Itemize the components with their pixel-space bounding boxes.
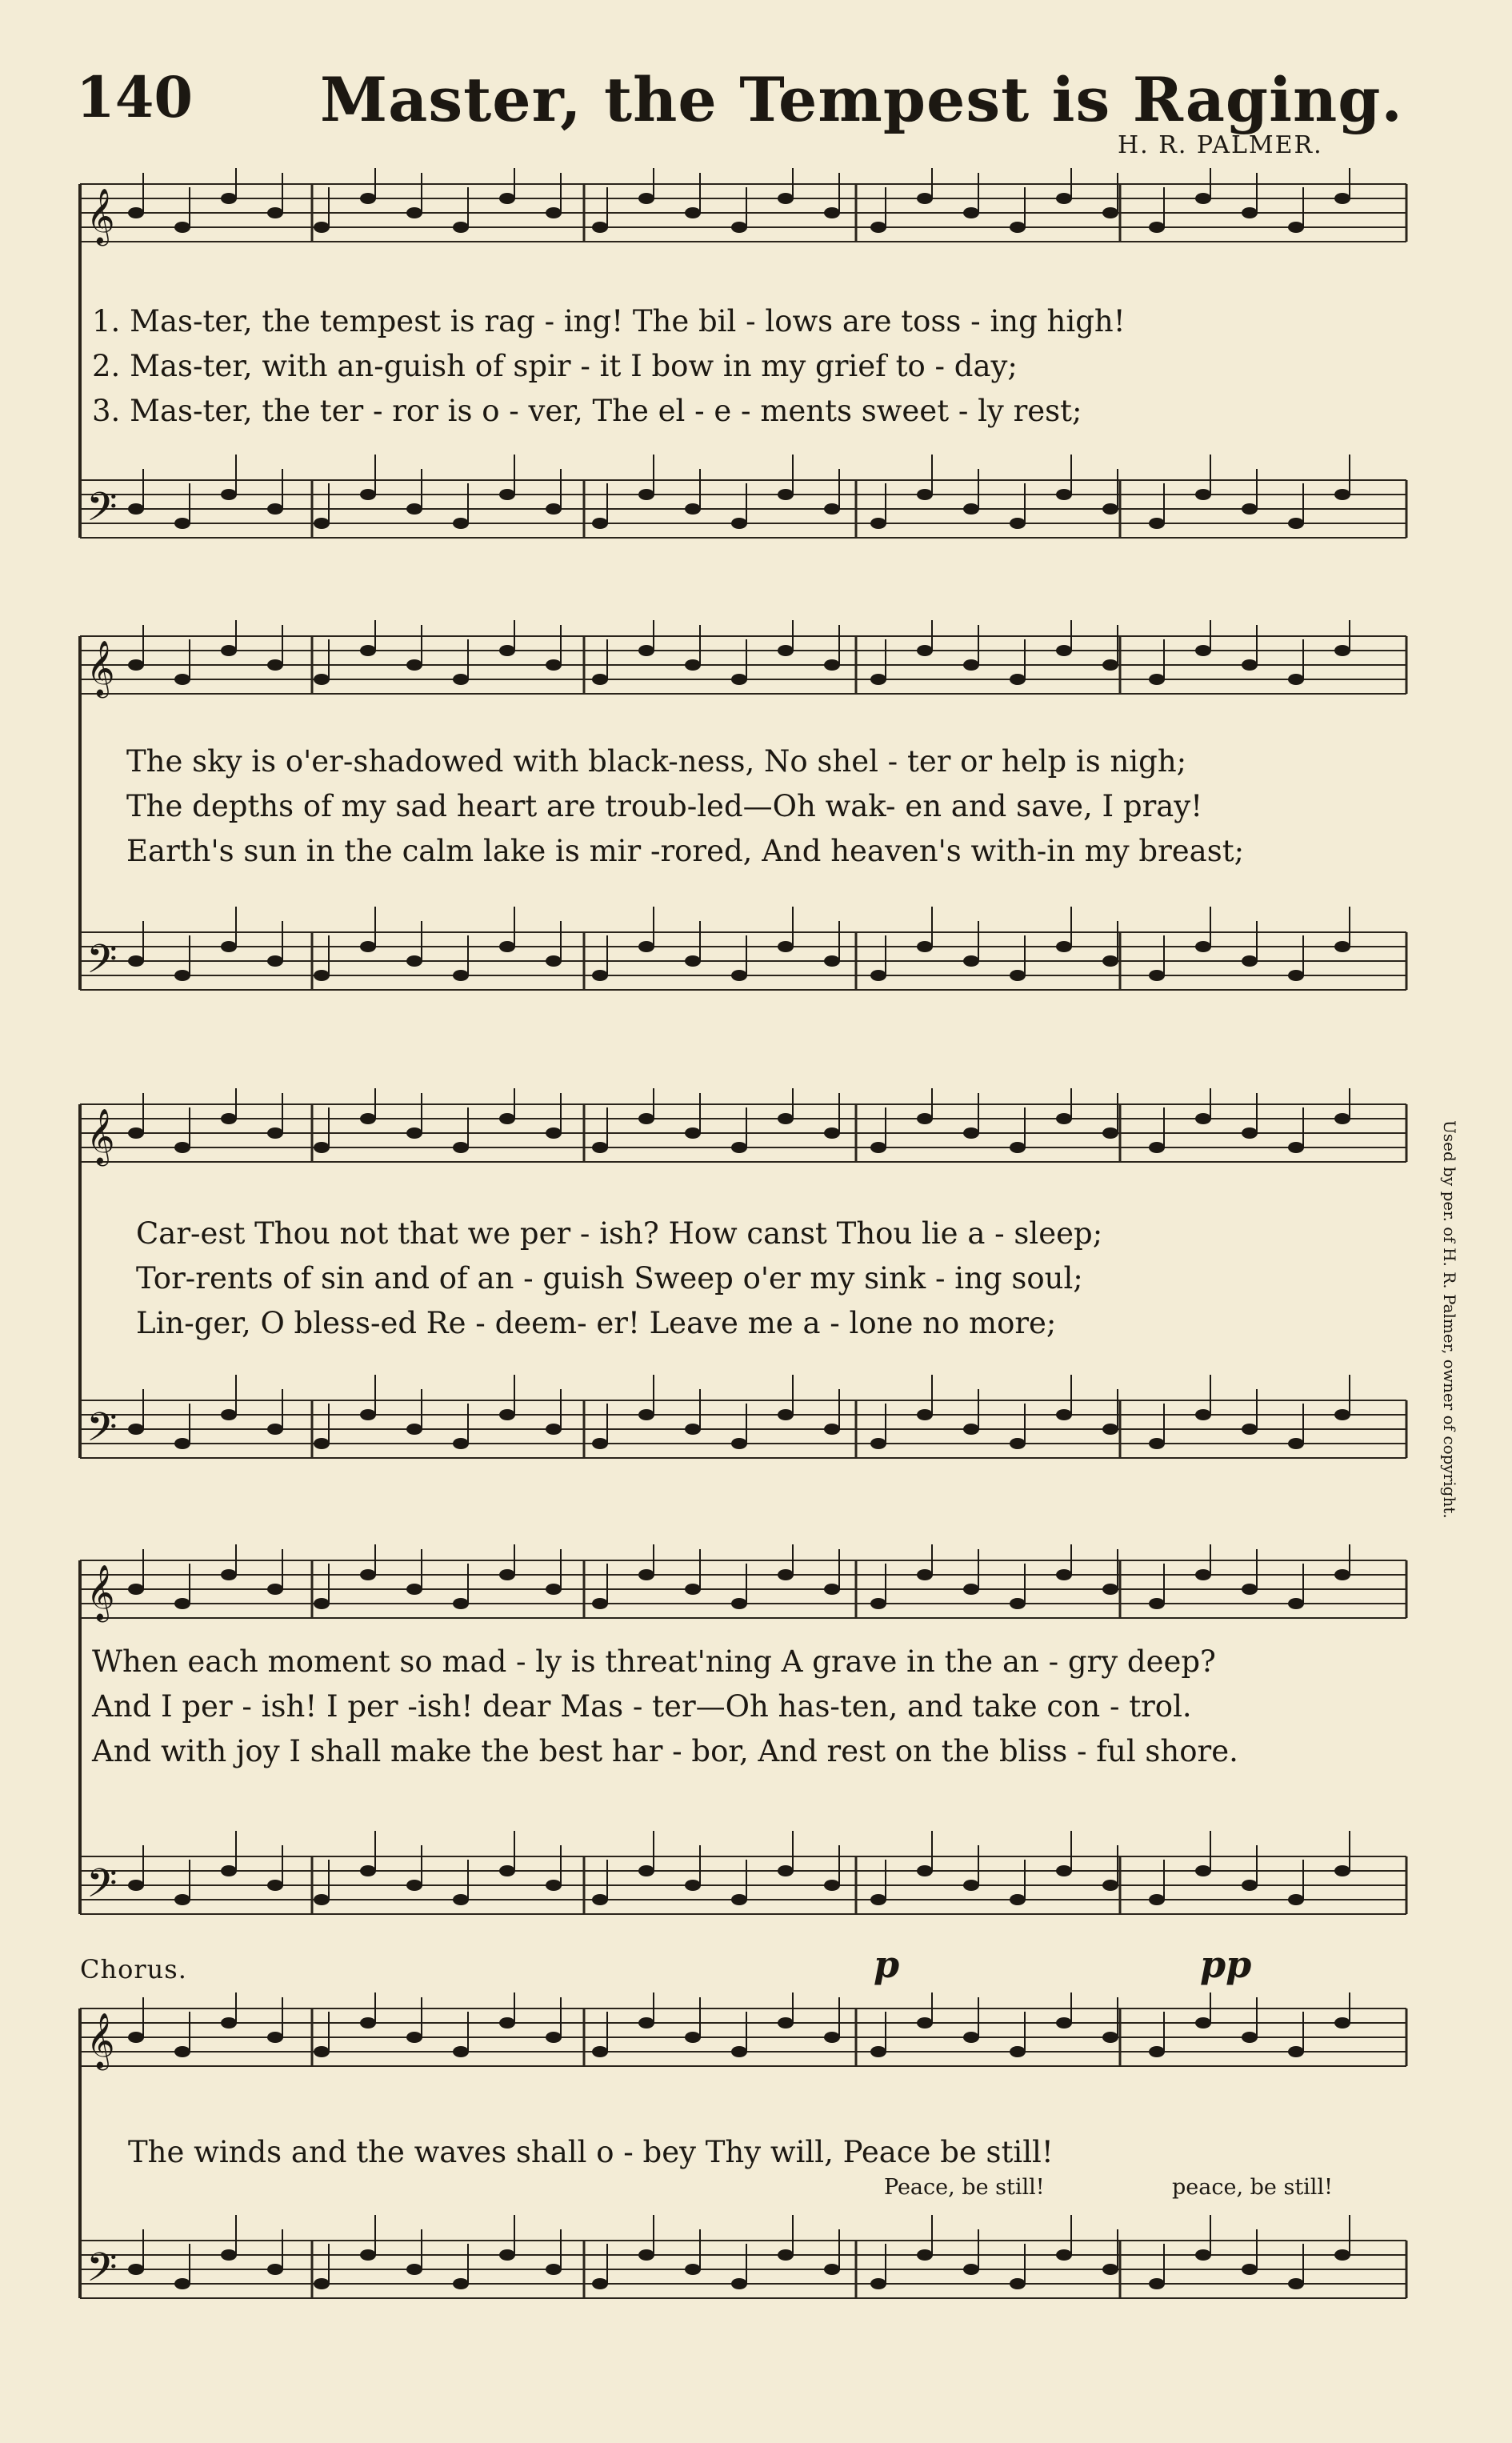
verse-3-line: Lin-ger, O bless-ed Re - deem- er! Leave me a - lone no more; xyxy=(136,1306,1057,1340)
dynamic-piano: p xyxy=(874,1943,900,1986)
song-title: Master, the Tempest is Raging. xyxy=(320,64,1403,135)
chorus-lyric-line: The winds and the waves shall o - bey Thy will, Peace be still! xyxy=(128,2135,1054,2169)
svg-text:𝄞: 𝄞 xyxy=(86,2012,115,2069)
svg-text:𝄞: 𝄞 xyxy=(86,188,115,244)
music-staves xyxy=(72,620,1416,1028)
composer-credit: H. R. PALMER. xyxy=(1118,131,1323,159)
dynamic-pianissimo: pp xyxy=(1200,1943,1252,1986)
verse-3-line: Earth's sun in the calm lake is mir -rored, And heaven's with-in my breast; xyxy=(126,834,1245,868)
copyright-note: Used by per. of H. R. Palmer, owner of copyright. xyxy=(1440,1120,1459,1519)
chorus-echo-2: peace, be still! xyxy=(1172,2175,1333,2200)
music-system-2 xyxy=(72,620,1416,1028)
music-system-4 xyxy=(72,1544,1416,1952)
svg-text:𝄞: 𝄞 xyxy=(86,1108,115,1164)
svg-text:𝄢: 𝄢 xyxy=(86,2245,118,2301)
verse-1-line: The sky is o'er-shadowed with black-ness, No shel - ter or help is nigh; xyxy=(126,744,1187,779)
verse-2-line: 2. Mas-ter, with an-guish of spir - it I bow in my grief to - day; xyxy=(92,349,1018,383)
verse-3-line: 3. Mas-ter, the ter - ror is o - ver, The el - e - ments sweet - ly rest; xyxy=(92,394,1082,428)
verse-1-line: When each moment so mad - ly is threat'ning A grave in the an - gry deep? xyxy=(92,1644,1216,1679)
svg-text:𝄢: 𝄢 xyxy=(86,936,118,992)
svg-text:𝄢: 𝄢 xyxy=(86,1860,118,1916)
svg-text:𝄞: 𝄞 xyxy=(86,1564,115,1620)
verse-2-line: And I per - ish! I per -ish! dear Mas - ter—Oh has-ten, and take con - trol. xyxy=(92,1689,1192,1724)
chorus-label: Chorus. xyxy=(80,1954,187,1984)
svg-text:𝄢: 𝄢 xyxy=(86,1404,118,1460)
music-system-3 xyxy=(72,1088,1416,1496)
music-system-chorus xyxy=(72,1992,1416,2401)
page-number: 140 xyxy=(76,64,194,130)
page-header xyxy=(76,64,1404,160)
verse-2-line: Tor-rents of sin and of an - guish Sweep o'er my sink - ing soul; xyxy=(136,1261,1083,1296)
chorus-echo-1: Peace, be still! xyxy=(884,2175,1045,2200)
music-system-1 xyxy=(72,168,1416,576)
svg-text:𝄢: 𝄢 xyxy=(86,484,118,540)
verse-2-line: The depths of my sad heart are troub-led—Oh wak- en and save, I pray! xyxy=(126,789,1203,823)
verse-1-line: Car-est Thou not that we per - ish? How canst Thou lie a - sleep; xyxy=(136,1216,1103,1251)
verse-3-line: And with joy I shall make the best har - bor, And rest on the bliss - ful shore. xyxy=(92,1734,1238,1768)
svg-text:𝄞: 𝄞 xyxy=(86,640,115,696)
verse-1-line: 1. Mas-ter, the tempest is rag - ing! The bil - lows are toss - ing high! xyxy=(92,304,1126,338)
